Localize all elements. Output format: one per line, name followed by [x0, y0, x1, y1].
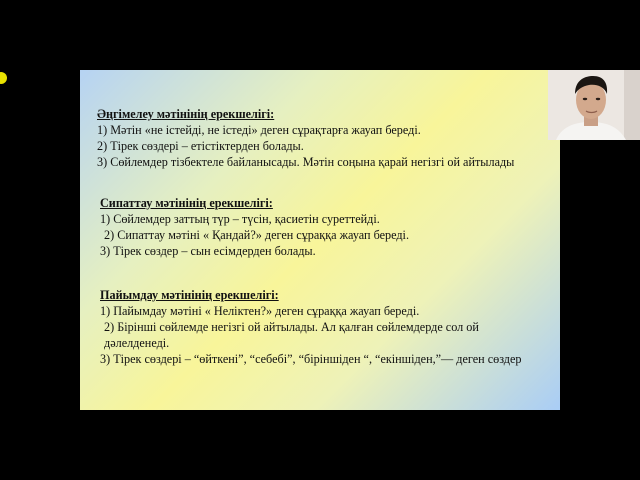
- section-line: 3) Тірек сөздер – сын есімдерден болады.: [100, 244, 316, 258]
- presenter-avatar-icon: [548, 70, 640, 140]
- section-heading: Пайымдау мәтінінің ерекшелігі:: [100, 288, 279, 302]
- section-heading: Әңгімелеу мәтінінің ерекшелігі:: [97, 107, 275, 121]
- description-section: [100, 195, 540, 259]
- presentation-slide: [80, 70, 560, 410]
- cursor-highlight: [0, 72, 7, 84]
- section-line: 1) Пайымдау мәтіні « Неліктен?» деген сұраққа жауап береді.: [100, 304, 420, 318]
- section-line: 3) Тірек сөздері – “өйткені”, “себебі”, “біріншіден “, “екіншіден,”— деген сөздер: [100, 352, 522, 366]
- section-line: 1) Мәтін «не істейді, не істеді» деген сұрақтарға жауап береді.: [97, 123, 421, 137]
- section-line: 2) Бірінші сөйлемде негізгі ой айтылады. Ал қалған сөйлемдерде сол ой дәлелденеді.: [104, 320, 479, 350]
- section-line: 3) Сөйлемдер тізбектеле байланысады. Мәтін соңына қарай негізгі ой айтылады: [97, 155, 515, 169]
- section-line: 1) Сөйлемдер заттың түр – түсін, қасиетін суреттейді.: [100, 212, 380, 226]
- narration-section: [97, 106, 557, 170]
- section-line: 2) Тірек сөздері – етістіктерден болады.: [97, 139, 304, 153]
- section-line: 2) Сипаттау мәтіні « Қандай?» деген сұраққа жауап береді.: [104, 228, 409, 242]
- reasoning-section: [100, 287, 545, 367]
- webcam-video-feed[interactable]: [548, 70, 640, 140]
- section-heading: Сипаттау мәтінінің ерекшелігі:: [100, 196, 273, 210]
